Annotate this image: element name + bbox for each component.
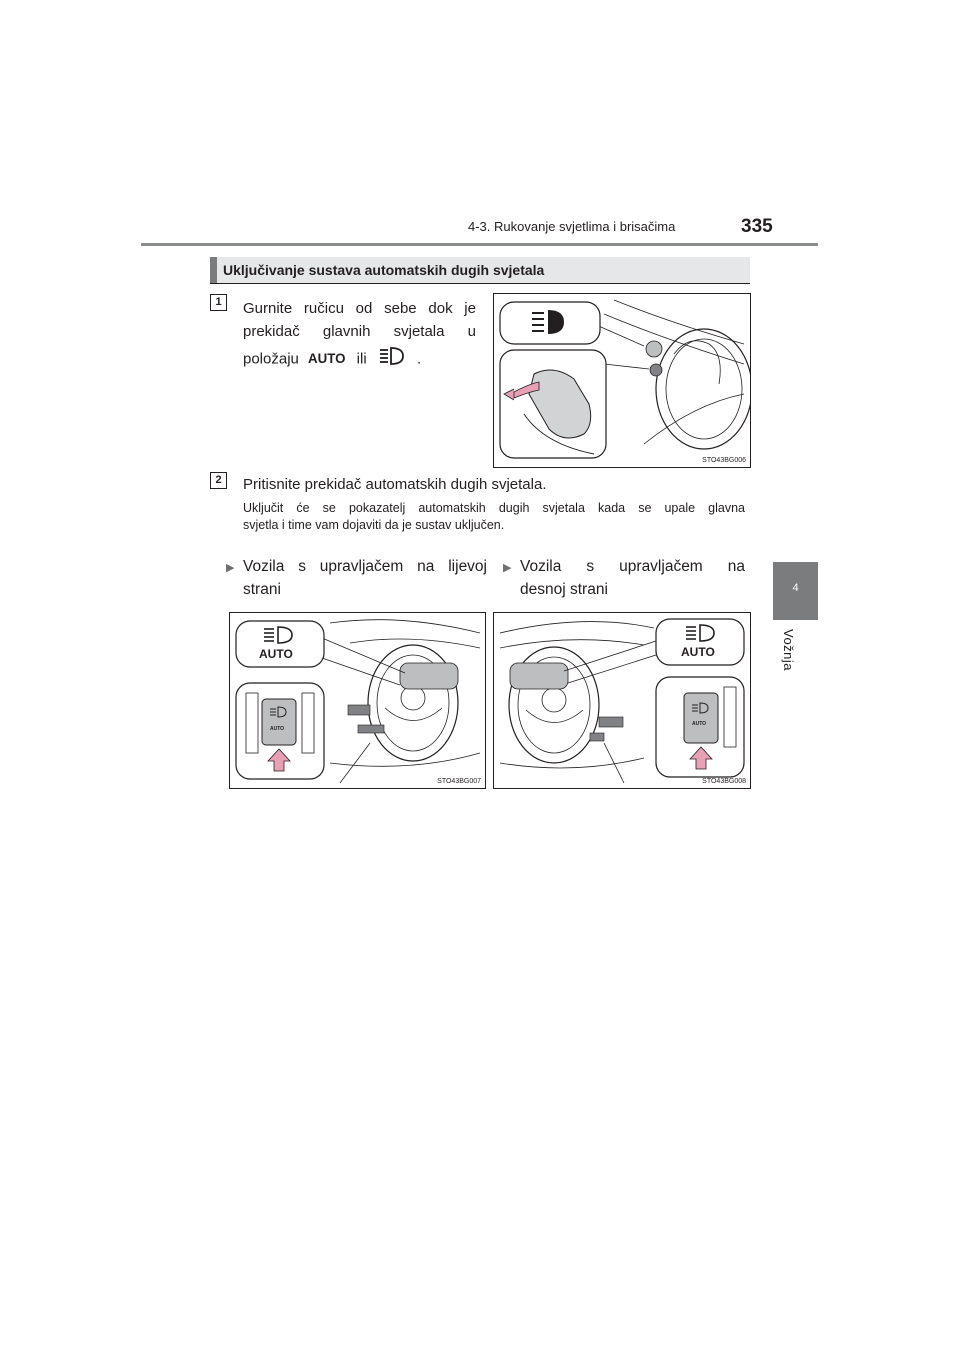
headlight-icon (379, 346, 405, 373)
figure-3-code: STO43BG008 (702, 778, 746, 785)
figure-rhd-switch (493, 612, 751, 789)
step-number-2: 2 (210, 472, 227, 489)
chapter-label: Vožnja (781, 629, 796, 672)
step-1-line-3-post: . (417, 350, 422, 368)
step-1-line-2: prekidač glavnih svjetala u (243, 323, 476, 340)
lhd-illustration (230, 613, 485, 788)
header-section-title: 4-3. Rukovanje svjetlima i brisačima (468, 219, 676, 234)
note-line-2: svjetla i time vam dojaviti da je sustav uključen. (243, 518, 505, 532)
triangle-right-icon: ▶ (503, 562, 512, 574)
figure-lever-push (493, 293, 751, 468)
auto-icon: AUTO (308, 350, 346, 367)
step-2-text: Pritisnite prekidač automatskih dugih svjetala. (243, 476, 547, 493)
page-number: 335 (741, 216, 773, 237)
figure-1-code: STO43BG006 (702, 457, 746, 464)
step-1-line-1: Gurnite ručicu od sebe dok je (243, 300, 476, 317)
callout-auto-label: AUTO (681, 645, 715, 659)
section-title: Uključivanje sustava automatskih dugih svjetala (223, 262, 545, 278)
subhead-left-line-2: strani (243, 581, 281, 598)
step-1-line-3 (243, 346, 421, 373)
switch-auto-label: AUTO (270, 726, 285, 732)
step-1-line-3-pre: položaju (243, 350, 299, 368)
section-heading-bar (210, 257, 217, 283)
rhd-illustration (494, 613, 750, 788)
subhead-right-line-1: Vozila s upravljačem na (520, 558, 745, 575)
section-underline (210, 283, 750, 284)
step-1-line-3-mid: ili (356, 350, 367, 368)
chapter-number: 4 (792, 582, 799, 594)
callout-auto-label: AUTO (259, 647, 293, 661)
figure-lhd-switch (229, 612, 486, 789)
header-rule (141, 243, 818, 246)
figure-2-code: STO43BG007 (437, 778, 481, 785)
chapter-tab (773, 562, 818, 620)
step-number-1: 1 (210, 294, 227, 311)
triangle-right-icon: ▶ (226, 562, 235, 574)
switch-auto-label: AUTO (692, 721, 707, 727)
subhead-right-line-2: desnoj strani (520, 581, 608, 598)
lever-illustration (494, 294, 750, 467)
note-line-1: Uključit će se pokazatelj automatskih dugih svjetala kada se upale glavna (243, 501, 745, 515)
subhead-left-line-1: Vozila s upravljačem na lijevoj (243, 558, 487, 575)
